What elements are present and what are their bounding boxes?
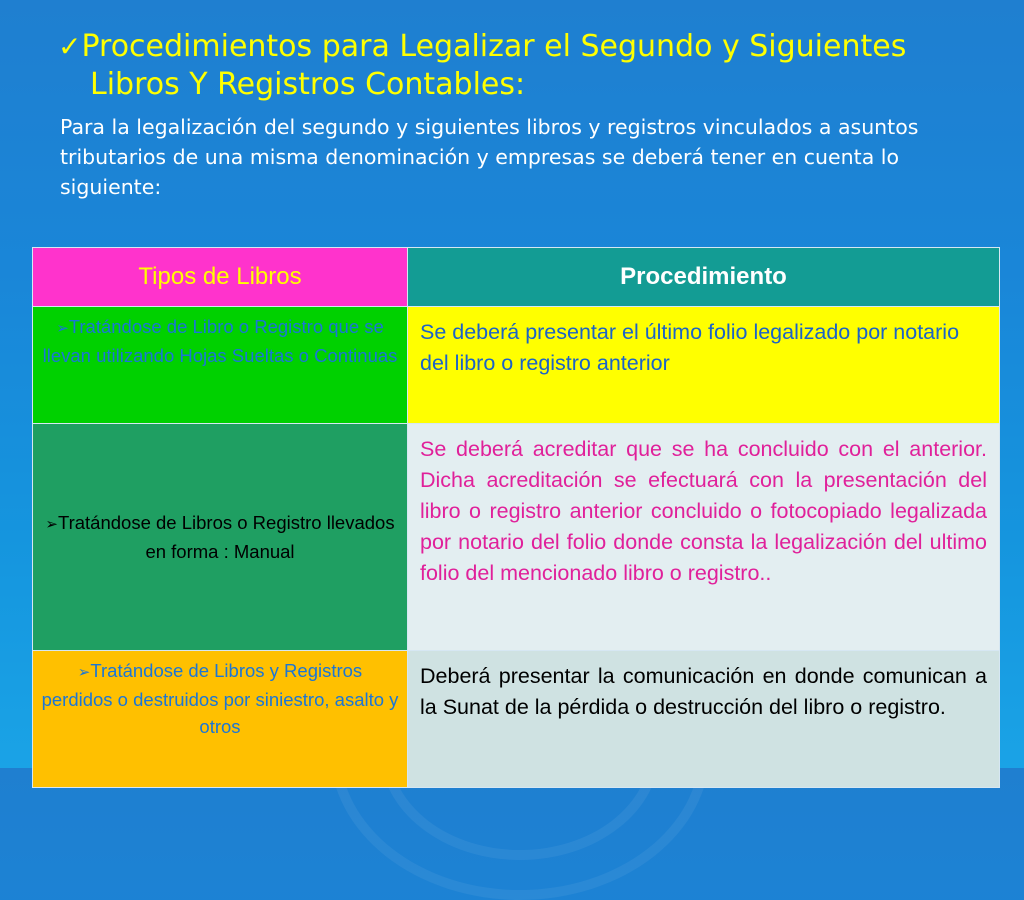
table-row — [33, 424, 1000, 651]
tipo-text: Tratándose de Libros o Registro llevados en forma : Manual — [57, 512, 395, 562]
tipo-cell — [33, 651, 408, 788]
arrow-bullet-icon: ➢ — [45, 516, 58, 533]
tipo-cell — [33, 307, 408, 424]
table-row — [33, 651, 1000, 788]
procedures-table — [32, 247, 1000, 788]
tipo-text: Tratándose de Libro o Registro que se llevan utilizando Hojas Sueltas o Continuas — [42, 316, 398, 366]
heading-line-1: Procedimientos para Legalizar el Segundo y Siguientes — [81, 29, 907, 64]
header-tipos-de-libros: Tipos de Libros — [33, 248, 408, 307]
tipo-text: Tratándose de Libros y Registros perdidos o destruidos por siniestro, asalto y otros — [41, 660, 399, 737]
procedimiento-cell: Se deberá acreditar que se ha concluido con el anterior. Dicha acreditación se efectuará con la presentación del libro o registro anterior concluido o fotocopiado legalizada por notario del folio donde consta la legalización del ultimo folio del mencionado libro o registro.. — [408, 424, 1000, 651]
header-procedimiento: Procedimiento — [408, 248, 1000, 307]
arrow-bullet-icon: ➢ — [56, 320, 69, 337]
table-row — [33, 307, 1000, 424]
procedimiento-cell: Deberá presentar la comunicación en donde comunican a la Sunat de la pérdida o destrucción del libro o registro. — [408, 651, 1000, 788]
intro-paragraph: Para la legalización del segundo y siguientes libros y registros vinculados a asuntos tributarios de una misma denominación y empresas se deberá tener en cuenta lo siguiente: — [60, 115, 919, 199]
slide-heading — [58, 28, 988, 104]
table-header-row — [33, 248, 1000, 307]
procedimiento-cell: Se deberá presentar el último folio legalizado por notario del libro o registro anterior — [408, 307, 1000, 424]
checkmark-icon: ✓ — [58, 30, 82, 63]
heading-line-2: Libros Y Registros Contables: — [90, 67, 526, 102]
arrow-bullet-icon: ➢ — [77, 664, 91, 681]
tipo-cell — [33, 424, 408, 651]
